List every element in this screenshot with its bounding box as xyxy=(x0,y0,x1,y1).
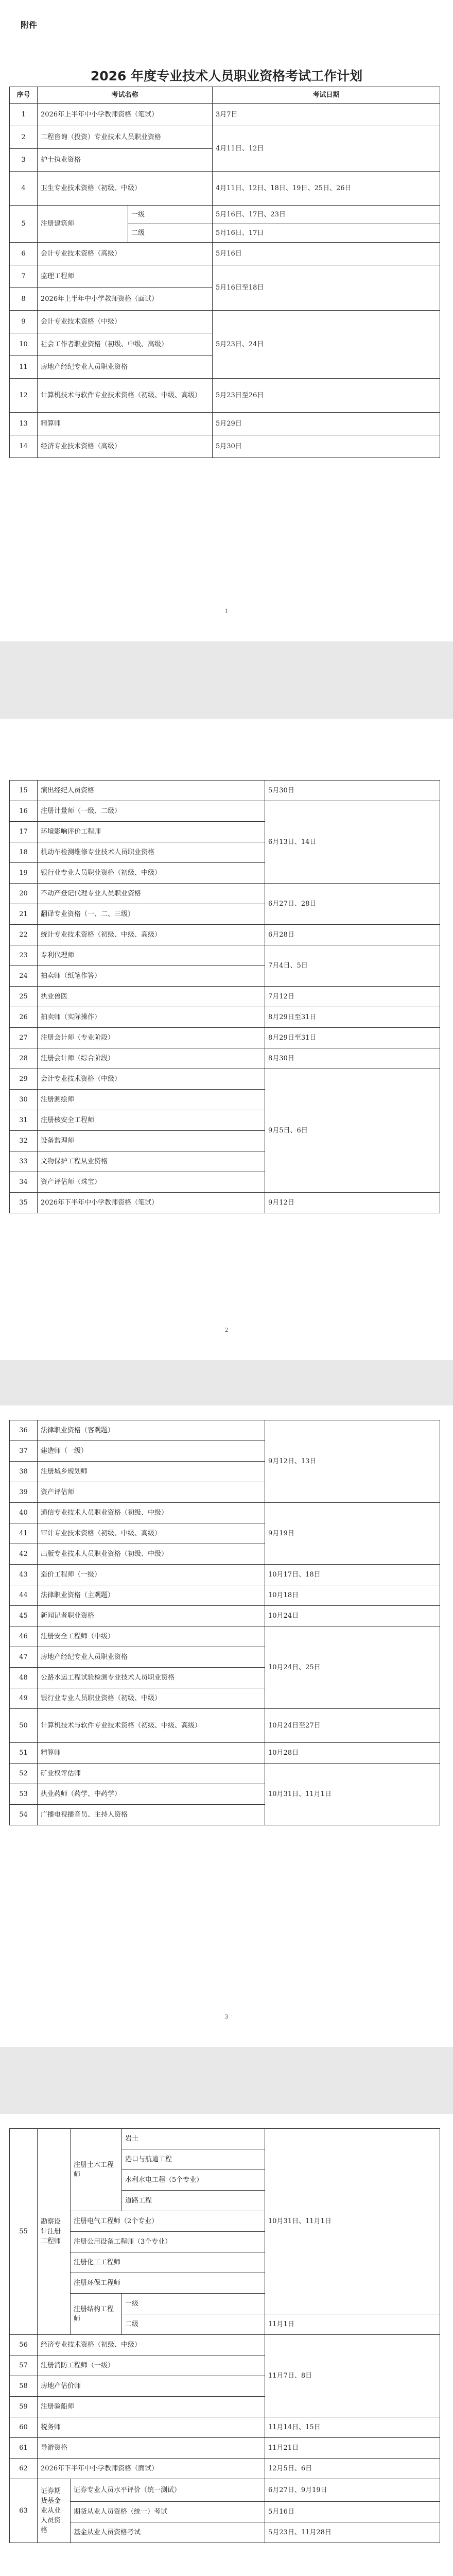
table-row xyxy=(10,1626,440,1647)
row-number: 35 xyxy=(10,1193,38,1213)
exam-date: 11月1日 xyxy=(265,2314,440,2335)
row-number: 7 xyxy=(10,265,38,288)
exam-date: 3月7日 xyxy=(213,104,440,126)
table-row xyxy=(10,1028,440,1048)
row-number: 4 xyxy=(10,172,38,206)
row-number: 18 xyxy=(10,842,38,863)
table-row xyxy=(10,126,440,149)
exam-group: 证券期货基金业从业人员资格 xyxy=(38,2479,71,2543)
exam-name: 注册环保工程师 xyxy=(71,2273,265,2294)
page-number: 1 xyxy=(224,608,229,615)
table-row xyxy=(10,945,440,966)
row-number: 25 xyxy=(10,987,38,1007)
document-page-1 xyxy=(0,0,453,641)
row-number: 51 xyxy=(10,1743,38,1764)
exam-name: 房地产经纪专业人员职业资格 xyxy=(38,1647,265,1668)
exam-name: 审计专业技术资格（初级、中级、高级） xyxy=(38,1523,265,1544)
exam-name: 注册会计师（专业阶段） xyxy=(38,1028,265,1048)
exam-date: 10月31日、11月1日 xyxy=(265,2129,440,2314)
exam-date: 5月16日 xyxy=(213,243,440,265)
page-number: 3 xyxy=(224,2013,229,2020)
row-number: 52 xyxy=(10,1764,38,1784)
row-number: 9 xyxy=(10,311,38,333)
exam-name: 2026年下半年中小学教师资格（笔试） xyxy=(38,1193,265,1213)
table-row xyxy=(10,1764,440,1784)
table-row xyxy=(10,311,440,333)
exam-date: 11月21日 xyxy=(265,2438,440,2459)
exam-name: 精算师 xyxy=(38,1743,265,1764)
exam-name: 专利代理师 xyxy=(38,945,265,966)
table-row xyxy=(10,1193,440,1213)
exam-date: 9月12日、13日 xyxy=(265,1420,440,1503)
exam-date: 9月5日、6日 xyxy=(265,1069,440,1193)
row-number: 32 xyxy=(10,1131,38,1151)
table-row xyxy=(10,1585,440,1606)
exam-name: 执业药师（药学、中药学） xyxy=(38,1784,265,1805)
row-number: 21 xyxy=(10,904,38,925)
exam-level: 一级 xyxy=(122,2294,265,2314)
table-row xyxy=(10,781,440,801)
exam-group: 勘察设计注册工程师 xyxy=(38,2129,71,2335)
table-row xyxy=(10,1709,440,1743)
exam-name: 注册电气工程师（2个专业） xyxy=(71,2211,265,2232)
table-row xyxy=(10,2129,440,2149)
row-number: 34 xyxy=(10,1172,38,1193)
row-number: 56 xyxy=(10,2335,38,2355)
row-number: 31 xyxy=(10,1110,38,1131)
document-page-2 xyxy=(0,719,453,1360)
exam-plan-table xyxy=(9,87,440,458)
document-title: 2026 年度专业技术人员职业资格考试工作计划 xyxy=(90,69,363,83)
row-number: 2 xyxy=(10,126,38,149)
exam-name: 拍卖师（纸笔作答） xyxy=(38,966,265,987)
attachment-label: 附件 xyxy=(21,20,38,30)
exam-name: 法律职业资格（主观题） xyxy=(38,1585,265,1606)
exam-subject: 岩土 xyxy=(122,2129,265,2149)
exam-name: 基金从业人员资格考试 xyxy=(71,2522,265,2543)
exam-name: 证券专业人员水平评价（统一测试） xyxy=(71,2479,265,2502)
row-number: 15 xyxy=(10,781,38,801)
table-row xyxy=(10,206,440,224)
exam-date: 6月28日 xyxy=(265,925,440,945)
exam-name: 注册土木工程师 xyxy=(71,2129,122,2211)
header-no: 序号 xyxy=(10,87,38,104)
exam-name: 矿业权评估师 xyxy=(38,1764,265,1784)
row-number: 53 xyxy=(10,1784,38,1805)
table-row xyxy=(10,1007,440,1028)
exam-name: 2026年下半年中小学教师资格（面试） xyxy=(38,2459,265,2479)
exam-date: 9月19日 xyxy=(265,1503,440,1565)
row-number: 43 xyxy=(10,1565,38,1585)
row-number: 36 xyxy=(10,1420,38,1441)
table-row xyxy=(10,1743,440,1764)
row-number: 49 xyxy=(10,1688,38,1709)
header-name: 考试名称 xyxy=(38,87,213,104)
exam-date: 5月16日、17日 xyxy=(213,224,440,243)
exam-date: 5月29日 xyxy=(213,413,440,435)
table-row xyxy=(10,925,440,945)
table-row xyxy=(10,435,440,458)
exam-level: 一级 xyxy=(128,206,213,224)
exam-name: 注册会计师（综合阶段） xyxy=(38,1048,265,1069)
row-number: 12 xyxy=(10,379,38,413)
row-number: 13 xyxy=(10,413,38,435)
table-row xyxy=(10,2522,440,2543)
exam-date: 5月16日、17日、23日 xyxy=(213,206,440,224)
row-number: 62 xyxy=(10,2459,38,2479)
row-number: 20 xyxy=(10,884,38,904)
exam-date: 4月11日、12日 xyxy=(213,126,440,172)
exam-date: 11月14日、15日 xyxy=(265,2417,440,2438)
exam-name: 出版专业技术人员职业资格（初级、中级） xyxy=(38,1544,265,1565)
row-number: 40 xyxy=(10,1503,38,1523)
exam-name: 计算机技术与软件专业技术资格（初级、中级、高级） xyxy=(38,1709,265,1743)
table-row xyxy=(10,2335,440,2355)
row-number: 48 xyxy=(10,1668,38,1688)
exam-name: 2026年上半年中小学教师资格（面试） xyxy=(38,288,213,311)
row-number: 10 xyxy=(10,333,38,356)
exam-name: 法律职业资格（客观题） xyxy=(38,1420,265,1441)
exam-date: 10月24日 xyxy=(265,1606,440,1626)
exam-date: 7月4日、5日 xyxy=(265,945,440,987)
exam-date: 6月27日、28日 xyxy=(265,884,440,925)
exam-name: 资产评估师（珠宝） xyxy=(38,1172,265,1193)
table-row xyxy=(10,2459,440,2479)
exam-plan-table xyxy=(9,2128,440,2543)
exam-name: 社会工作者职业资格（初级、中级、高级） xyxy=(38,333,213,356)
exam-date: 8月29日至31日 xyxy=(265,1028,440,1048)
exam-date: 4月11日、12日、18日、19日、25日、26日 xyxy=(213,172,440,206)
exam-date: 10月24日至27日 xyxy=(265,1709,440,1743)
exam-name: 注册安全工程师（中级） xyxy=(38,1626,265,1647)
row-number: 38 xyxy=(10,1462,38,1482)
exam-plan-table xyxy=(9,780,440,1213)
exam-date: 5月23日至26日 xyxy=(213,379,440,413)
exam-date: 10月17日、18日 xyxy=(265,1565,440,1585)
exam-name: 环境影响评价工程师 xyxy=(38,822,265,842)
exam-name: 新闻记者职业资格 xyxy=(38,1606,265,1626)
exam-name: 注册化工工程师 xyxy=(71,2252,265,2273)
table-row xyxy=(10,2502,440,2522)
exam-date: 12月5日、6日 xyxy=(265,2459,440,2479)
row-number: 1 xyxy=(10,104,38,126)
row-number: 61 xyxy=(10,2438,38,2459)
exam-name: 文物保护工程从业资格 xyxy=(38,1151,265,1172)
exam-name: 不动产登记代理专业人员职业资格 xyxy=(38,884,265,904)
table-row xyxy=(10,265,440,288)
table-row xyxy=(10,1565,440,1585)
exam-name: 经济专业技术资格（初级、中级） xyxy=(38,2335,265,2355)
exam-name: 注册测绘师 xyxy=(38,1090,265,1110)
exam-date: 5月23日、11月28日 xyxy=(265,2522,440,2543)
exam-name: 资产评估师 xyxy=(38,1482,265,1503)
exam-name: 2026年上半年中小学教师资格（笔试） xyxy=(38,104,213,126)
row-number: 50 xyxy=(10,1709,38,1743)
exam-name: 设备监理师 xyxy=(38,1131,265,1151)
exam-name: 护士执业资格 xyxy=(38,149,213,172)
exam-name: 造价工程师（一级） xyxy=(38,1565,265,1585)
table-row xyxy=(10,801,440,822)
exam-name: 广播电视播音员、主持人资格 xyxy=(38,1805,265,1825)
exam-name: 翻译专业资格（一、二、三级） xyxy=(38,904,265,925)
exam-name: 会计专业技术资格（中级） xyxy=(38,1069,265,1090)
table-row xyxy=(10,1503,440,1523)
exam-subject: 道路工程 xyxy=(122,2191,265,2211)
exam-name: 监理工程师 xyxy=(38,265,213,288)
exam-name: 银行业专业人员职业资格（初级、中级） xyxy=(38,1688,265,1709)
row-number: 6 xyxy=(10,243,38,265)
exam-name: 机动车检测维修专业技术人员职业资格 xyxy=(38,842,265,863)
row-number: 37 xyxy=(10,1441,38,1462)
row-number: 46 xyxy=(10,1626,38,1647)
exam-name: 注册建筑师 xyxy=(38,206,128,243)
row-number: 42 xyxy=(10,1544,38,1565)
table-row xyxy=(10,884,440,904)
exam-date: 11月7日、8日 xyxy=(265,2335,440,2417)
table-row xyxy=(10,1606,440,1626)
row-number: 22 xyxy=(10,925,38,945)
exam-name: 房地产经纪专业人员职业资格 xyxy=(38,356,213,379)
table-row xyxy=(10,1048,440,1069)
table-header-row xyxy=(10,87,440,104)
exam-date: 5月16日至18日 xyxy=(213,265,440,311)
exam-name: 房地产估价师 xyxy=(38,2376,265,2397)
document-page-4 xyxy=(0,2114,453,2576)
exam-name: 注册核安全工程师 xyxy=(38,1110,265,1131)
exam-name: 公路水运工程试验检测专业技术人员职业资格 xyxy=(38,1668,265,1688)
row-number: 19 xyxy=(10,863,38,884)
row-number: 26 xyxy=(10,1007,38,1028)
table-row xyxy=(10,104,440,126)
exam-name: 精算师 xyxy=(38,413,213,435)
exam-date: 5月23日、24日 xyxy=(213,311,440,379)
exam-date: 5月16日 xyxy=(265,2502,440,2522)
row-number: 27 xyxy=(10,1028,38,1048)
row-number: 63 xyxy=(10,2479,38,2543)
exam-level: 二级 xyxy=(128,224,213,243)
exam-name: 拍卖师（实际操作） xyxy=(38,1007,265,1028)
exam-level: 二级 xyxy=(122,2314,265,2335)
table-row xyxy=(10,1420,440,1441)
row-number: 60 xyxy=(10,2417,38,2438)
exam-date: 6月27日、9月19日 xyxy=(265,2479,440,2502)
table-row xyxy=(10,2438,440,2459)
exam-name: 期货从业人员资格（统一）考试 xyxy=(71,2502,265,2522)
exam-name: 银行业专业人员职业资格（初级、中级） xyxy=(38,863,265,884)
exam-name: 通信专业技术人员职业资格（初级、中级） xyxy=(38,1503,265,1523)
row-number: 5 xyxy=(10,206,38,243)
table-row xyxy=(10,413,440,435)
exam-date: 5月30日 xyxy=(265,781,440,801)
row-number: 41 xyxy=(10,1523,38,1544)
exam-date: 10月28日 xyxy=(265,1743,440,1764)
exam-subject: 港口与航道工程 xyxy=(122,2149,265,2170)
exam-plan-table xyxy=(9,1420,440,1825)
exam-name: 计算机技术与软件专业技术资格（初级、中级、高级） xyxy=(38,379,213,413)
row-number: 47 xyxy=(10,1647,38,1668)
row-number: 11 xyxy=(10,356,38,379)
row-number: 39 xyxy=(10,1482,38,1503)
exam-name: 税务师 xyxy=(38,2417,265,2438)
exam-name: 卫生专业技术资格（初级、中级） xyxy=(38,172,213,206)
table-row xyxy=(10,2479,440,2502)
table-row xyxy=(10,243,440,265)
exam-name: 会计专业技术资格（高级） xyxy=(38,243,213,265)
exam-name: 导游资格 xyxy=(38,2438,265,2459)
row-number: 59 xyxy=(10,2397,38,2417)
row-number: 58 xyxy=(10,2376,38,2397)
table-row xyxy=(10,172,440,206)
row-number: 17 xyxy=(10,822,38,842)
exam-subject: 水利水电工程（5个专业） xyxy=(122,2170,265,2191)
row-number: 55 xyxy=(10,2129,38,2335)
exam-name: 建造师（一级） xyxy=(38,1441,265,1462)
row-number: 3 xyxy=(10,149,38,172)
exam-name: 注册公用设备工程师（3个专业） xyxy=(71,2232,265,2252)
row-number: 8 xyxy=(10,288,38,311)
exam-date: 5月30日 xyxy=(213,435,440,458)
exam-date: 10月31日、11月1日 xyxy=(265,1764,440,1825)
exam-name: 注册计量师（一级、二级） xyxy=(38,801,265,822)
exam-name: 演出经纪人员资格 xyxy=(38,781,265,801)
exam-name: 经济专业技术资格（高级） xyxy=(38,435,213,458)
table-row xyxy=(10,2417,440,2438)
table-row xyxy=(10,379,440,413)
exam-date: 7月12日 xyxy=(265,987,440,1007)
header-date: 考试日期 xyxy=(213,87,440,104)
row-number: 28 xyxy=(10,1048,38,1069)
row-number: 24 xyxy=(10,966,38,987)
exam-date: 8月29日至31日 xyxy=(265,1007,440,1028)
row-number: 33 xyxy=(10,1151,38,1172)
row-number: 30 xyxy=(10,1090,38,1110)
row-number: 44 xyxy=(10,1585,38,1606)
exam-date: 9月12日 xyxy=(265,1193,440,1213)
row-number: 45 xyxy=(10,1606,38,1626)
exam-name: 执业兽医 xyxy=(38,987,265,1007)
table-row xyxy=(10,1069,440,1090)
row-number: 23 xyxy=(10,945,38,966)
row-number: 57 xyxy=(10,2355,38,2376)
table-row xyxy=(10,987,440,1007)
exam-name: 注册城乡规划师 xyxy=(38,1462,265,1482)
exam-name: 统计专业技术资格（初级、中级、高级） xyxy=(38,925,265,945)
row-number: 54 xyxy=(10,1805,38,1825)
exam-date: 10月24日、25日 xyxy=(265,1626,440,1709)
exam-name: 会计专业技术资格（中级） xyxy=(38,311,213,333)
exam-name: 注册验船师 xyxy=(38,2397,265,2417)
exam-name: 工程咨询（投资）专业技术人员职业资格 xyxy=(38,126,213,149)
exam-date: 10月18日 xyxy=(265,1585,440,1606)
document-page-3 xyxy=(0,1405,453,2047)
exam-date: 6月13日、14日 xyxy=(265,801,440,884)
row-number: 29 xyxy=(10,1069,38,1090)
exam-date: 8月30日 xyxy=(265,1048,440,1069)
exam-name: 注册消防工程师（一级） xyxy=(38,2355,265,2376)
page-number: 2 xyxy=(224,1327,229,1333)
row-number: 14 xyxy=(10,435,38,458)
exam-name: 注册结构工程师 xyxy=(71,2294,122,2335)
row-number: 16 xyxy=(10,801,38,822)
